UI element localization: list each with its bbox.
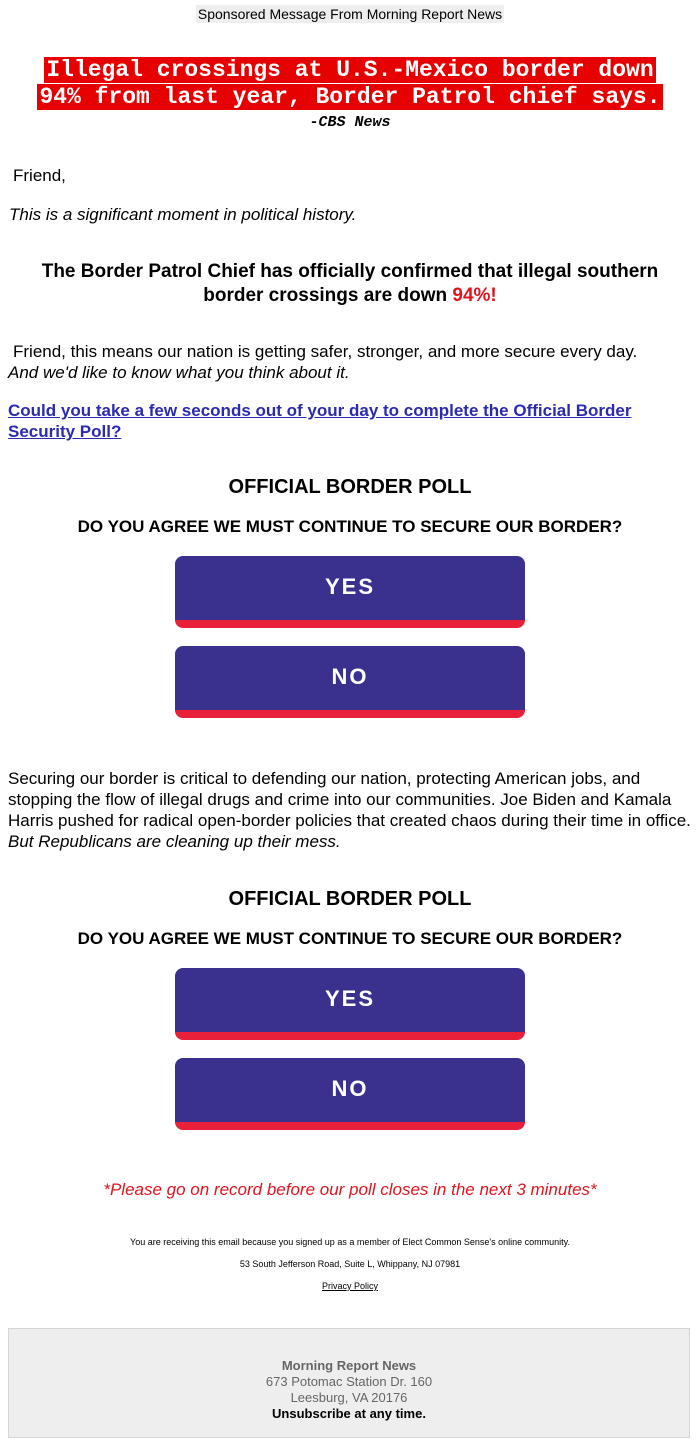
privacy-policy-link[interactable]: Privacy Policy [321,1281,378,1291]
mailing-address: 53 South Jefferson Road, Suite L, Whippany, NJ 07981 [239,1259,461,1269]
footer-box [8,1328,690,1438]
body-paragraph-2 [8,768,693,852]
no-button[interactable]: NO [175,646,525,718]
poll-question: DO YOU AGREE WE MUST CONTINUE TO SECURE OUR BORDER? [77,929,623,948]
footer-city: Leesburg, VA 20176 [290,1390,408,1405]
headline-line-1: Illegal crossings at U.S.-Mexico border down [46,57,654,83]
confirmation-text: The Border Patrol Chief has officially confirmed that illegal southern border crossings are down [41,261,659,306]
poll-cta-link[interactable]: Could you take a few seconds out of your day to complete the Official Border Security Poll? [8,401,632,441]
footer-org-name: Morning Report News [281,1358,417,1373]
body-paragraph-2-italic: But Republicans are cleaning up their mess. [8,832,341,851]
privacy-policy-row [0,1281,700,1291]
unsubscribe-link[interactable]: Unsubscribe at any time. [272,1406,426,1421]
body-paragraph-1 [8,341,698,383]
body-paragraph-1-line-2: And we'd like to know what you think about it. [8,363,350,382]
intro-text: This is a significant moment in political history. [9,205,357,224]
headline-source: -CBS News [309,114,391,131]
confirmation-statement [10,260,690,308]
sponsor-banner [0,6,700,24]
subscription-notice: You are receiving this email because you signed up as a member of Elect Common Sense's online community. [130,1237,570,1247]
body-paragraph-1-line-1: Friend, this means our nation is getting safer, stronger, and more secure every day. [13,342,638,361]
body-paragraph-2-text: Securing our border is critical to defending our nation, protecting American jobs, and stopping the flow of illegal drugs and crime into our communities. Joe Biden and Kamala Harris pushed for radical open-border policies that created chaos during their time in office. [8,769,691,830]
yes-button[interactable]: YES [175,556,525,628]
headline-line-2: 94% from last year, Border Patrol chief says. [39,84,661,110]
poll-title: OFFICIAL BORDER POLL [228,888,472,910]
urgency-notice: *Please go on record before our poll closes in the next 3 minutes* [103,1180,597,1199]
sponsor-text: Sponsored Message From Morning Report News [197,6,503,22]
no-button[interactable]: NO [175,1058,525,1130]
percent-highlight: 94%! [452,285,497,306]
footer-street: 673 Potomac Station Dr. 160 [265,1374,433,1389]
headline [0,57,700,111]
greeting: Friend, [13,166,66,185]
poll-question: DO YOU AGREE WE MUST CONTINUE TO SECURE OUR BORDER? [77,517,623,536]
poll-title: OFFICIAL BORDER POLL [228,476,472,498]
yes-button[interactable]: YES [175,968,525,1040]
